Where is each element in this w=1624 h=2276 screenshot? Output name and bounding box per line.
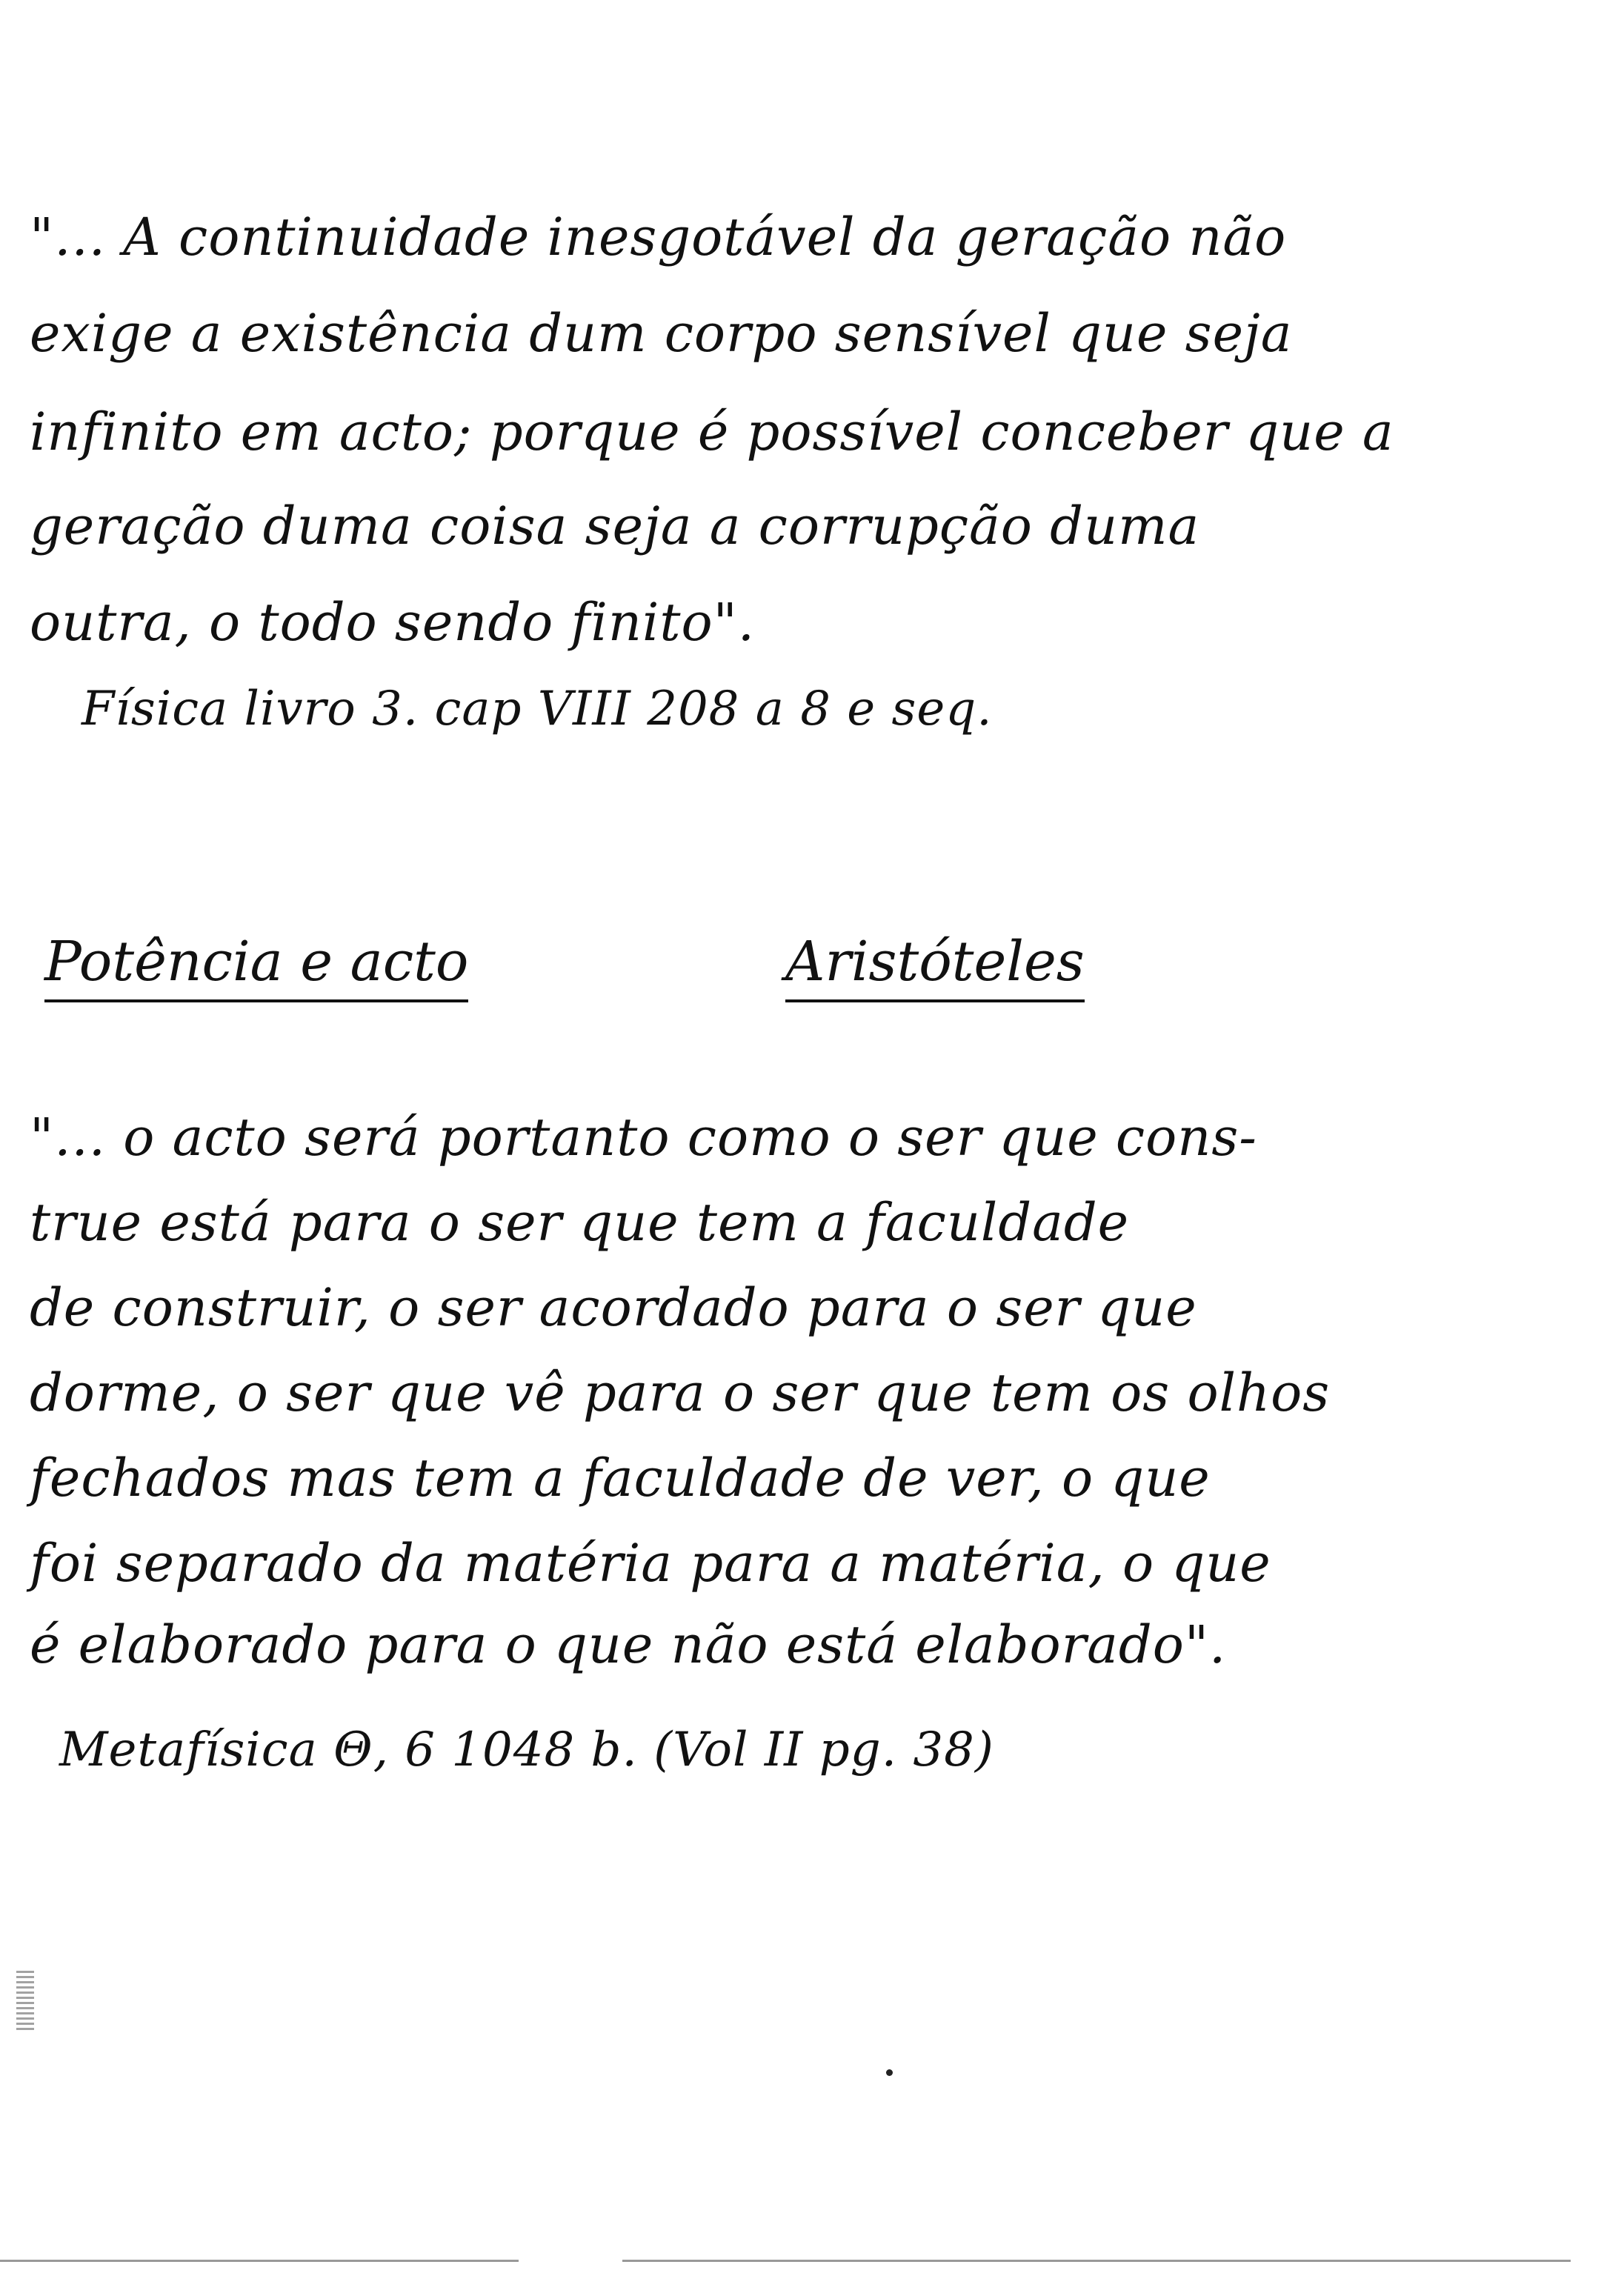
quote1-line-4: geração duma coisa seja a corrupção duma — [30, 496, 1200, 556]
quote2-line-1: "... o acto será portanto como o ser que cons- — [30, 1107, 1257, 1168]
heading-title: Potência e acto — [44, 930, 468, 1002]
quote2-line-3: de construir, o ser acordado para o ser que — [30, 1277, 1197, 1338]
scan-bottom-edge-right — [622, 2260, 1571, 2262]
quote1-line-3: infinito em acto; porque é possível conceber que a — [30, 402, 1394, 462]
quote1-line-2: exige a existência dum corpo sensível que seja — [30, 303, 1293, 364]
ink-speck — [886, 2069, 893, 2076]
quote2-line-7: é elaborado para o que não está elaborado". — [30, 1614, 1227, 1675]
scan-margin-mark — [16, 1971, 34, 2030]
quote1-line-1: "... A continuidade inesgotável da geração não — [30, 207, 1287, 267]
heading-author: Aristóteles — [785, 930, 1085, 1002]
quote1-line-5: outra, o todo sendo finito". — [30, 592, 756, 653]
quote2-line-6: foi separado da matéria para a matéria, o que — [30, 1533, 1271, 1594]
quote1-reference: Física livro 3. cap VIII 208 a 8 e seq. — [81, 682, 993, 736]
quote2-line-5: fechados mas tem a faculdade de ver, o que — [30, 1448, 1211, 1508]
quote2-line-4: dorme, o ser que vê para o ser que tem os olhos — [30, 1362, 1331, 1423]
scan-bottom-edge-left — [0, 2260, 519, 2262]
quote2-reference: Metafísica Θ, 6 1048 b. (Vol II pg. 38) — [59, 1723, 994, 1777]
quote2-line-2: true está para o ser que tem a faculdade — [30, 1192, 1130, 1253]
